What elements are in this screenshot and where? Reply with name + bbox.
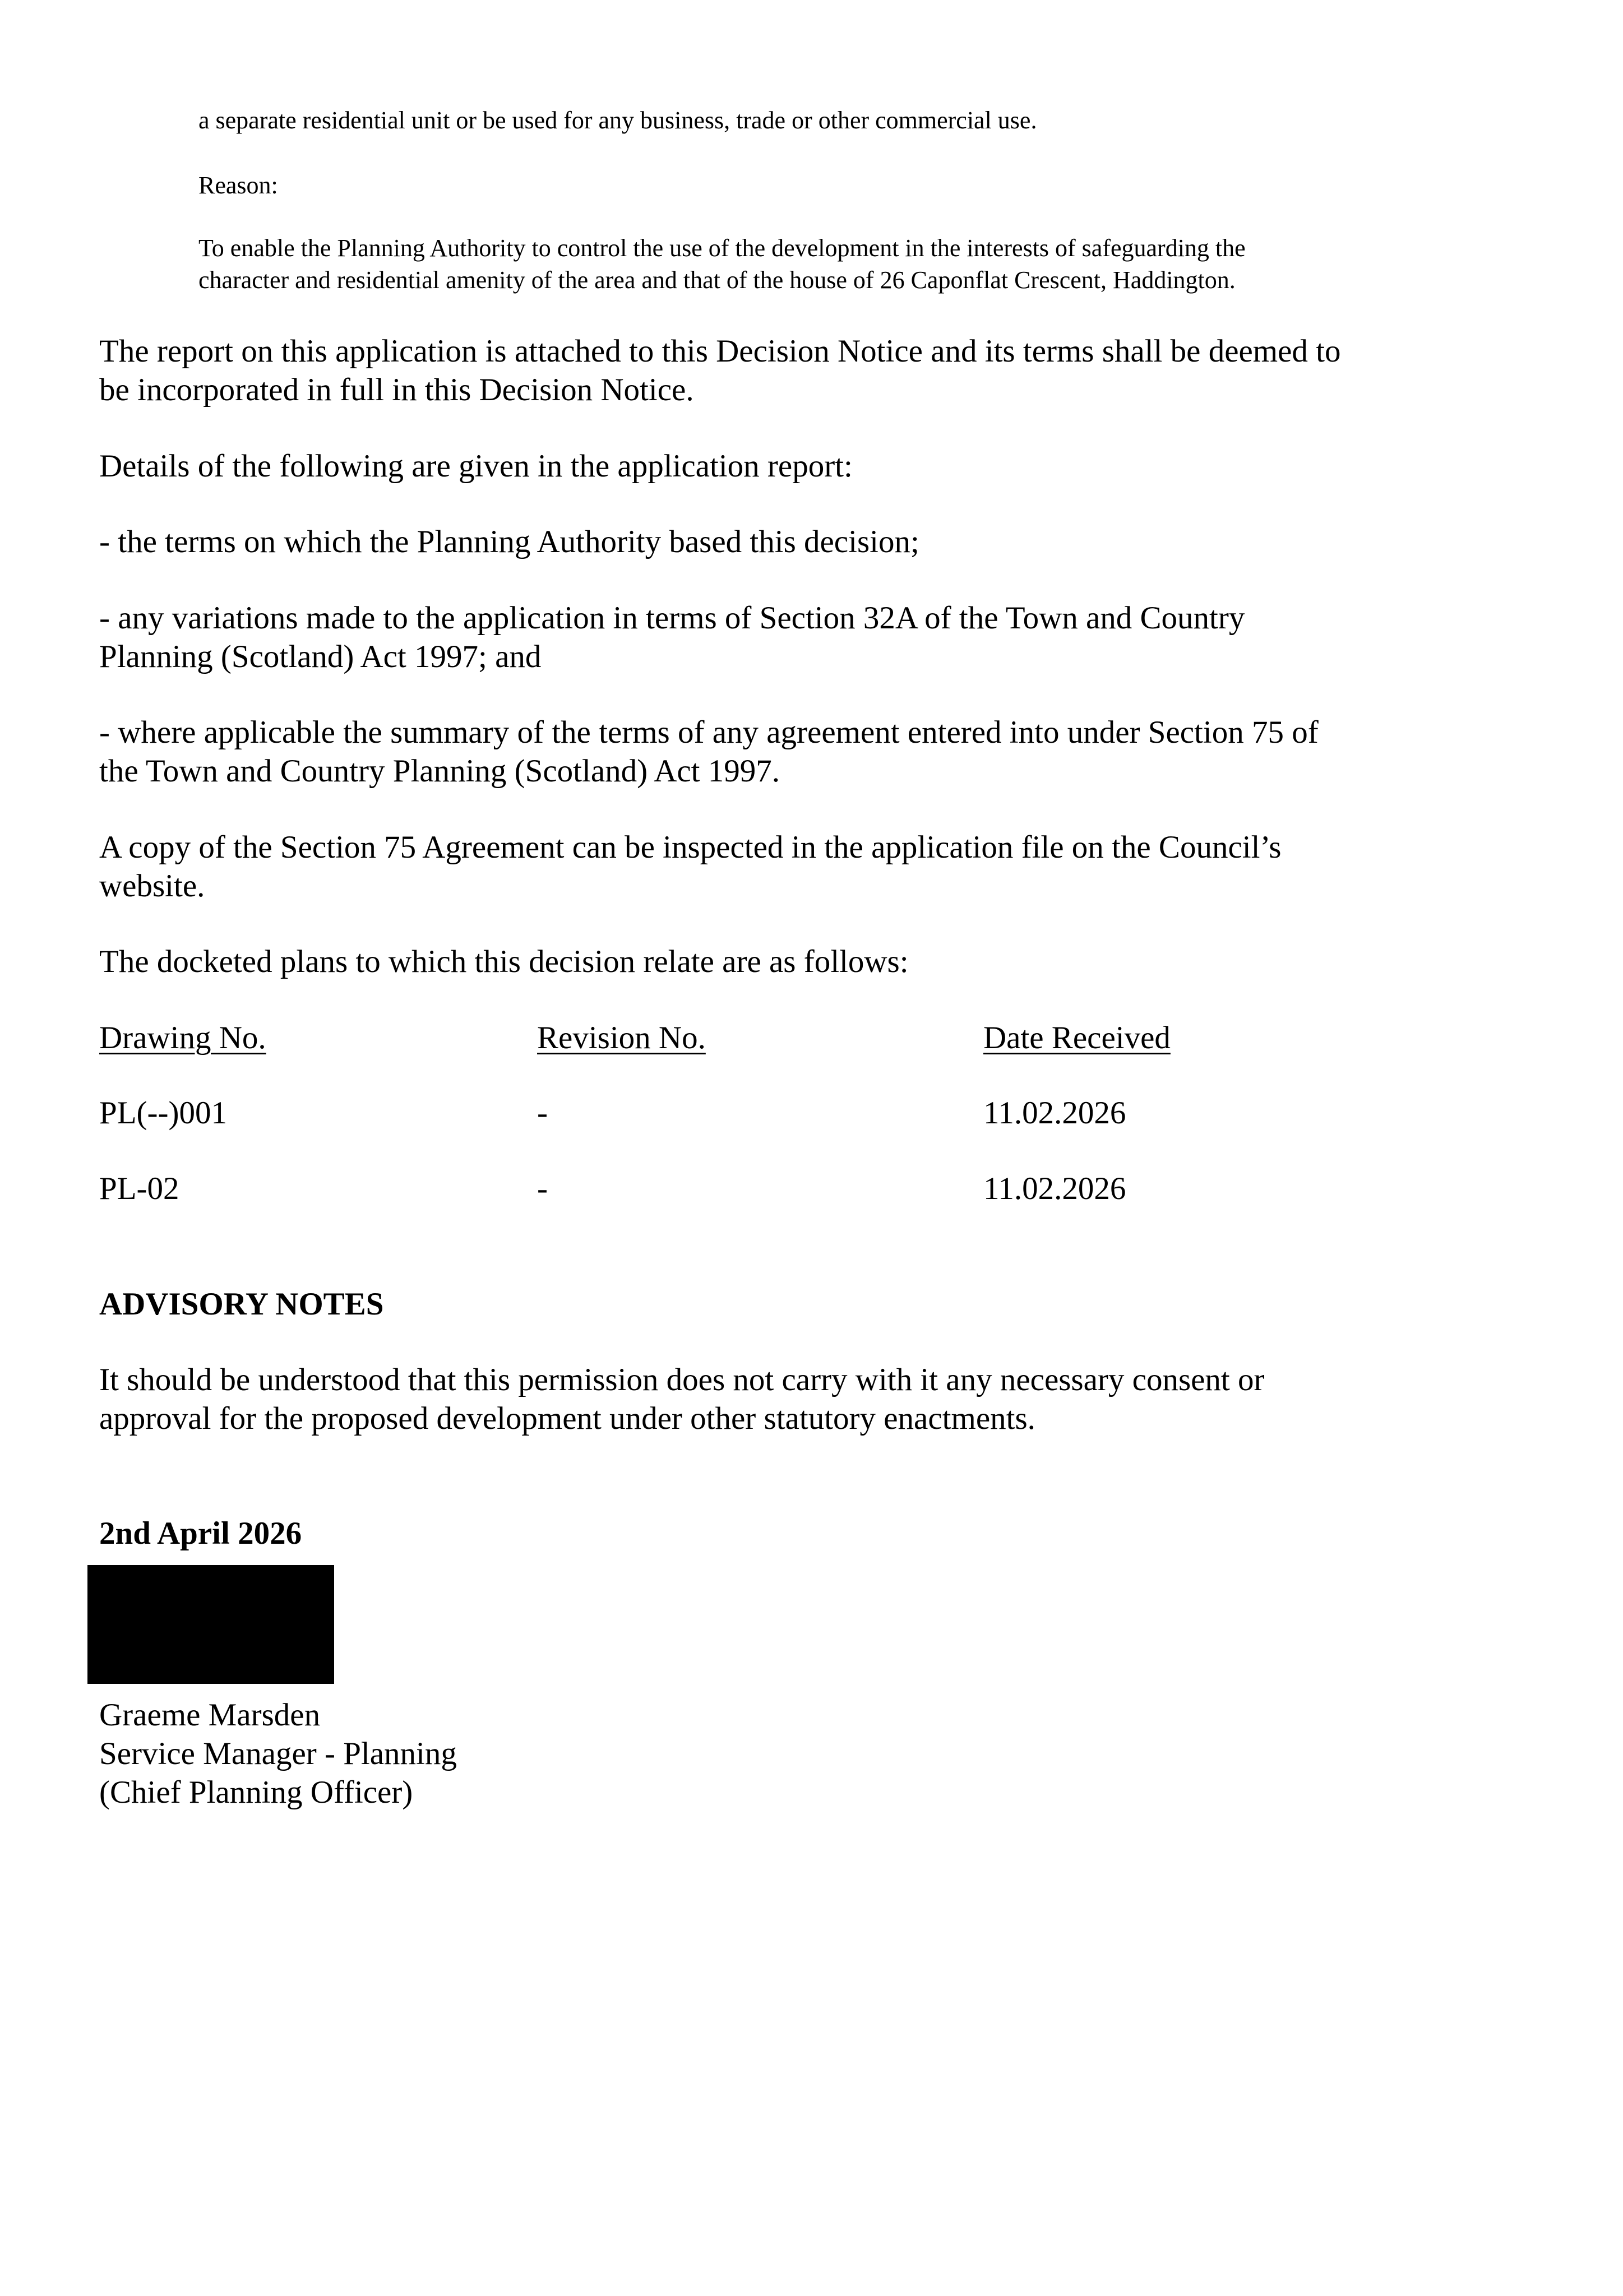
reason-text-line-2: character and residential amenity of the area and that of the house of 26 Caponflat Crescent, Haddington. [198, 266, 1236, 294]
table-cell-date-received: 11.02.2026 [983, 1171, 1126, 1206]
decision-date: 2nd April 2026 [99, 1516, 302, 1551]
signatory-role: (Chief Planning Officer) [99, 1775, 413, 1810]
bullet-agreement-line-1: - where applicable the summary of the terms of any agreement entered into under Section 75 of [99, 715, 1319, 750]
condition-continuation: a separate residential unit or be used for any business, trade or other commercial use. [198, 107, 1037, 134]
advisory-notes-heading: ADVISORY NOTES [99, 1286, 384, 1322]
table-cell-drawing-no: PL(--)001 [99, 1095, 227, 1131]
table-cell-date-received: 11.02.2026 [983, 1095, 1126, 1131]
redacted-signature-block [87, 1565, 334, 1684]
bullet-variations-line-1: - any variations made to the application in terms of Section 32A of the Town and Country [99, 600, 1245, 636]
advisory-text-line-1: It should be understood that this permission does not carry with it any necessary consent or [99, 1362, 1265, 1397]
report-paragraph-line-2: be incorporated in full in this Decision Notice. [99, 372, 694, 408]
docketed-plans-intro: The docketed plans to which this decision relate are as follows: [99, 944, 909, 979]
reason-label: Reason: [198, 172, 278, 199]
bullet-terms: - the terms on which the Planning Authority based this decision; [99, 524, 919, 559]
bullet-variations-line-2: Planning (Scotland) Act 1997; and [99, 639, 542, 674]
signatory-title: Service Manager - Planning [99, 1736, 457, 1771]
signatory-name: Graeme Marsden [99, 1697, 321, 1733]
table-header-date-received: Date Received [983, 1020, 1171, 1056]
table-header-drawing-no: Drawing No. [99, 1020, 266, 1056]
details-paragraph: Details of the following are given in the application report: [99, 448, 853, 484]
section75-copy-line-2: website. [99, 868, 205, 904]
bullet-agreement-line-2: the Town and Country Planning (Scotland) Act 1997. [99, 753, 780, 789]
section75-copy-line-1: A copy of the Section 75 Agreement can be inspected in the application file on the Council’s [99, 830, 1282, 865]
table-header-revision-no: Revision No. [537, 1020, 706, 1056]
table-cell-revision-no: - [537, 1171, 548, 1206]
report-paragraph-line-1: The report on this application is attached to this Decision Notice and its terms shall be deemed to [99, 334, 1341, 369]
reason-text-line-1: To enable the Planning Authority to control the use of the development in the interests of safeguarding the [198, 234, 1246, 262]
table-cell-revision-no: - [537, 1095, 548, 1131]
table-cell-drawing-no: PL-02 [99, 1171, 179, 1206]
advisory-text-line-2: approval for the proposed development under other statutory enactments. [99, 1401, 1035, 1436]
